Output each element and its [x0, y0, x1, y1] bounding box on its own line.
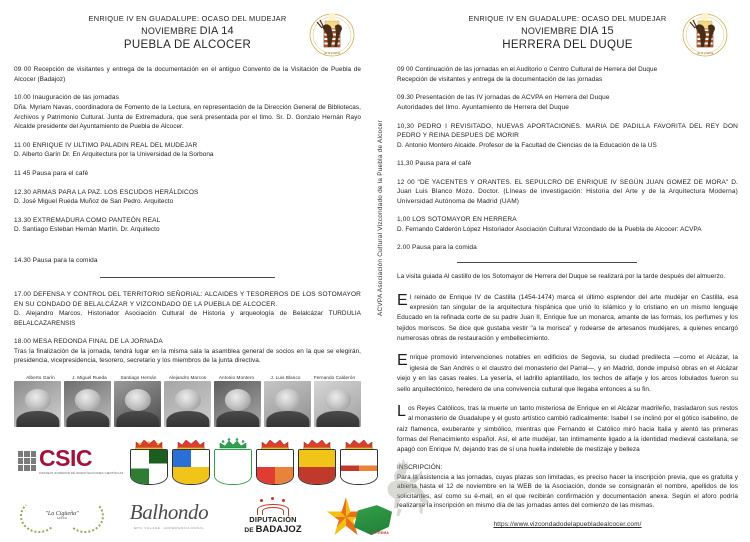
municipal-shield-icon [298, 437, 336, 485]
program-item [14, 65, 361, 84]
program-item [397, 215, 738, 234]
program-item [397, 178, 738, 206]
inscription-body: Para la asistencia a las jornadas, cuyas plazas son limitadas, es preciso hacer la inscripción previa, que es gratuita y abierta hasta el 12 de noviembre en la WEB de la Asociación, donde se consignarán el nombre, apellidos de los solicitantes, así como su é-mail, en el que recibirán confirmación y documentación anexa. Según el aforo podría realizarse la inscripción en mismo día de las jornadas antes del comienzo de las mismas. [397, 473, 738, 510]
program-item-sub: D. Santiago Esteban Hernán Martín. Dr. Arquitecto [14, 226, 160, 234]
guided-visit-note: La visita guiada Al castillo de los Sotomayor de Herrera del Duque se realizará por la tarde después del almuerzo. [397, 272, 726, 280]
speaker-photo [64, 381, 111, 427]
header-title-left: ENRIQUE IV EN GUADALUPE: OCASO DEL MUDEJAR [88, 14, 287, 23]
program-item-head: 12.30 ARMAS PARA LA PAZ. LOS ESCUDOS HERÁLDICOS [14, 188, 199, 196]
section-divider [100, 277, 275, 278]
program-item-head: 14.30 Pausa para la comida [14, 256, 98, 264]
program-item-head: 18.00 MESA REDONDA FINAL DE LA JORNADA [14, 338, 163, 346]
program-item-head: 11 00 ENRIQUE IV ULTIMO PALADIN REAL DEL MUDEJAR [14, 141, 198, 149]
header-place-right: HERRERA DEL DUQUE [502, 39, 633, 51]
diputacion-line1: DIPUTACIÓN [249, 514, 297, 524]
header-day-right: DIA 15 [579, 25, 614, 37]
program-item [14, 337, 361, 366]
header-month-left: NOVIEMBRE [141, 26, 200, 36]
knight-on-horseback-icon [369, 452, 441, 520]
sponsor-logos-row-1 [14, 434, 361, 488]
program-item-sub: D. Antonio Montero Alcaide. Profesor de la Facultad de Ciencias de la Educación de la US [397, 141, 657, 149]
program-list-left-afternoon [14, 290, 361, 366]
csic-subtitle: CONSEJO SUPERIOR DE INVESTIGACIONES CIENTÍFICAS [39, 471, 124, 475]
header-place-left: PUEBLA DE ALCOCER [123, 39, 252, 51]
la-ciguena-wordmark: "La Cigüeña" GRUPO [45, 511, 79, 520]
header-left [14, 8, 361, 55]
speaker-name: J. Miguel Rueda [72, 375, 107, 381]
extremadura-wordmark: EXTREMA [371, 531, 389, 536]
coat-of-arms-icon [307, 6, 357, 58]
balhondo-tagline: EPIC VILLAGE · EXPERIENCIA RURAL [133, 526, 205, 531]
speaker-name: J. Luis Blanco [270, 375, 301, 381]
program-item-sub: Autoridades del Ilmo. Ayuntamiento de Herrera del Duque [397, 103, 569, 111]
program-item [14, 256, 361, 266]
municipal-shield-icon [214, 437, 252, 485]
essay-paragraph: El reinado de Enrique IV de Castilla (1454-1474) marca el último esplendor del arte mudéjar en Castilla, esa expresión tan singular de la arquitectura hispánica que unió lo islámico y lo cristiano en un mismo lenguaje Educado en la refinada corte de su padre Juan II, Enrique fue un monarca, amante de las formas, los perfumes y los tejidos moriscos. Se dice que gustaba vestir "a la morisca" y rodearse de artesanos mudéjares, a quienes encargó numerosas obras de restauración y embellecimiento. [397, 291, 738, 343]
balhondo-logo [114, 502, 224, 530]
program-item-head: 2.00 Pausa para la comida [397, 244, 477, 252]
program-item [14, 169, 361, 179]
speaker-name: Alejandro Marcos [168, 375, 207, 381]
csic-logo [14, 444, 126, 475]
csic-wordmark: CSIC [39, 444, 92, 471]
la-ciguena-logo [14, 491, 110, 541]
program-item-sub: D. Alberto Garín Dr. En Arquitectura por la Universidad de la Sorbona [14, 151, 214, 159]
program-item [397, 243, 738, 253]
program-item-sub: D. Alejandro Marcos, Historiador Asociación Cultural de Historia y arqueología de Belalcázar TURDULIA BELALCAZARENSIS [14, 310, 361, 327]
column-day-15 [375, 0, 750, 530]
municipal-shield-icon [172, 437, 210, 485]
header-month-right: NOVIEMBRE [521, 26, 580, 36]
program-item-head: 13.30 EXTREMADURA COMO PANTEÓN REAL [14, 216, 161, 224]
program-item-head: 09 00 Recepción de visitantes y entrega de la documentación en el antiguo Convento de la Visitación de Puebla de Alcocer (Badajoz) [14, 66, 361, 83]
section-divider [457, 262, 637, 263]
program-list-left [14, 65, 361, 265]
vertical-association-text: ACVPA Asociación Cultural Vizcondado de la Puebla de Alcocer [377, 120, 384, 316]
svg-text:de la puebla: de la puebla [323, 51, 341, 55]
program-item-sub: D. José Miguel Rueda Muñoz de San Pedro. Arquitecto [14, 198, 174, 205]
program-item-head: 1,00 LOS SOTOMAYOR EN HERRERA [397, 216, 517, 224]
speaker-photos [14, 381, 361, 427]
diputacion-badajoz-logo [228, 498, 318, 535]
program-item [14, 216, 361, 235]
header-day-left: DIA 14 [199, 25, 234, 37]
speaker-photo [264, 381, 311, 427]
coat-of-arms-icon [680, 6, 730, 58]
speaker-name: Alberto Garín [26, 375, 55, 381]
program-item [14, 290, 361, 328]
program-item-head: 10.00 Inauguración de las jornadas [14, 94, 119, 102]
program-item [397, 159, 738, 169]
diputacion-mark-icon [228, 498, 318, 514]
program-item [397, 93, 738, 113]
program-item-head: 09 00 Continuación de las jornadas en el Auditorio o Centro Cultural de Herrera del Duque [397, 66, 658, 73]
program-item [14, 188, 361, 207]
speaker-photo [164, 381, 211, 427]
program-item [397, 65, 738, 84]
essay-paragraph: Los Reyes Católicos, tras la muerte un tanto misteriosa de Enrique en el Alcázar madrileño, trasladaron sus restos al monasterio de Guadalupe y el gusto artístico cambió radicalmente: Isabel I se inclinó por el gótico isabelino, de raíz flamenca, exuberante y simbólico, mientras que Fernando el Católico miró hacia Italia y alentó las primeras formas del Renacimiento español. Así, el arte mudéjar, tan íntimamente ligado a la identidad medieval castellana, se apagó con Enrique IV, dejando tras de sí una huella indeleble de mestizaje y belleza [397, 402, 738, 454]
program-item-sub: D. Fernando Calderón López Historiador Asociación Cultural Vizcondado de la Puebla de Alcocer: ACVPA [397, 225, 702, 233]
program-item [397, 122, 738, 150]
speaker-name: Santiago Hernán [120, 375, 157, 381]
csic-mark-icon [18, 451, 36, 471]
speakers-strip [14, 375, 361, 427]
program-item [14, 93, 361, 132]
program-item-head: 11 45 Pausa para el café [14, 169, 89, 177]
essay-paragraph: Enrique promovió intervenciones notables en edificios de Segovia, su ciudad predilecta —como el Alcázar, la iglesia de San Andrés o el claustro del monasterio del Parral—, y en Madrid, donde impulsó obras en el Alcázar viejo y en las casas reales. La yesería, el ladrillo aplantillado, los techos de alfarje y los arcos lobulados fueron su sello arquitectónico, heredero de una convivencia cultural que llegaba entonces a su fin. [397, 352, 738, 393]
program-item-head: 10,30 PEDRO I REVISITADO, NUEVAS APORTACIONES. MARIA DE PADILLA FAVORITA DEL REY DON PEDRO Y REINA DESPUES DE MORIR [397, 122, 738, 140]
sponsor-logos-row-2 [14, 490, 389, 542]
inscription-title: INSCRIPCIÓN: [397, 463, 443, 471]
program-list-right [397, 65, 738, 253]
speaker-name: Antonio Montero [218, 375, 255, 381]
balhondo-wordmark: Balhondo [129, 500, 209, 525]
speaker-photo [14, 381, 61, 427]
program-item-sub: Dña. Myriam Navas, coordinadora de Fomento de la Lectura, en representación de la Dirección General de Bibliotecas, Archivos y Patrimonio Cultural. Junta de Extremadura, que será presentada por el Ilmo. Sr. D. Gonzalo Hernán Rayo Alcalde presidente del Ayuntamiento de Puebla de Alcocer. [14, 103, 361, 131]
program-item-sub: Recepción de visitantes y entrega de la documentación de las jornadas [397, 75, 603, 83]
program-item-head: 11,30 Pausa para el café [397, 160, 472, 168]
speaker-photo [214, 381, 261, 427]
municipal-shield-icon [130, 437, 168, 485]
header-title-right: ENRIQUE IV EN GUADALUPE: OCASO DEL MUDEJAR [468, 14, 667, 23]
program-item-sub: Tras la finalización de la jornada, tendrá lugar en la misma sala la asamblea general de socios en la que se elegirán, presidencia, vicepresidencia, tesorero, secretario y los miembros de la junta directiva. [14, 347, 361, 365]
program-item-head: 12 00 "DE YACENTES Y ORANTES. EL SEPULCRO DE ENRIQUE IV SEGÚN JUAN GOMEZ DE MORA" D. Juan Luis Blanco Mozo. Doctor. (Líneas de investigación: Historia del Arte y de la Arquitectura Moderna) Universidad Autónoma de Madrid (UAM) [397, 178, 738, 205]
speaker-name: Fernando Calderón [313, 375, 356, 381]
program-item [14, 141, 361, 160]
diputacion-line2: DE BADAJOZ [244, 522, 302, 534]
program-item-head: 09.30 Presentación de las IV jornadas de ACVPA en Herrera del Duque [397, 94, 610, 102]
municipal-shield-icon [256, 437, 294, 485]
sponsor-logos [14, 434, 389, 542]
program-item-head: 17.00 DEFENSA Y CONTROL DEL TERRITORIO SEÑORIAL: ALCAIDES Y TESOREROS DE LOS SOTOMAYOR EN SU CONDADO DE BELALCÁZAR Y VIZCONDADO DE LA PUEBLA DE ALCOCER. [14, 291, 361, 308]
speaker-photo [314, 381, 361, 427]
association-website-link[interactable]: https://www.vizcondadodelapuebladealcocer.com/ [493, 521, 642, 529]
speaker-photo [114, 381, 161, 427]
header-right [397, 8, 738, 55]
svg-text:de la puebla: de la puebla [696, 51, 714, 55]
